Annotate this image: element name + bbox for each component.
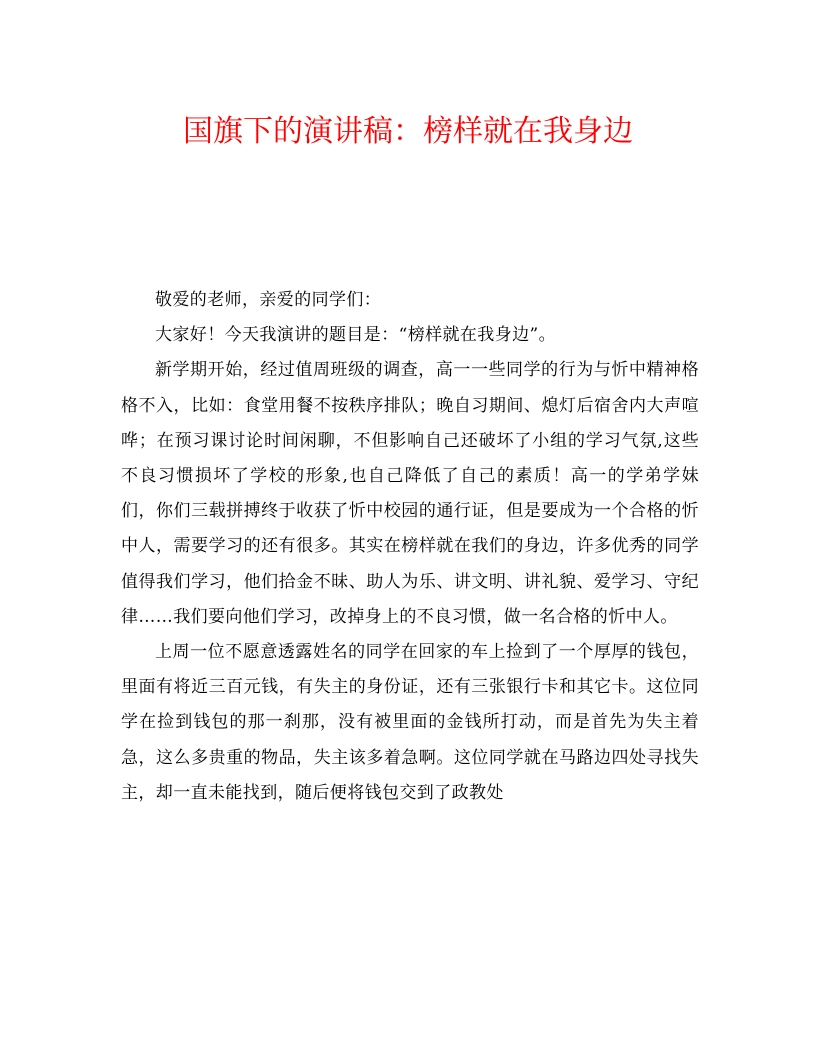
document-body [121, 283, 699, 811]
greeting: 大家好！今天我演讲的题目是：“榜样就在我身边”。 [155, 325, 556, 346]
body-paragraph: 新学期开始，经过值周班级的调查，高一一些同学的行为与忻中精神格格不入，比如：食堂用餐不按秩序排队；晚自习期间、熄灯后宿舍内大声喧哗；在预习课讨论时间闲聊，不但影响自己还破坏了小组的学习气氛,这些不良习惯损坏了学校的形象,也自己降低了自己的素质！高一的学弟学妹们，你们三载拼搏终于收获了忻中校园的通行证，但是要成为一个合格的忻中人，需要学习的还有很多。其实在榜样就在我们的身边，许多优秀的同学值得我们学习，他们拾金不昧、助人为乐、讲文明、讲礼貌、爱学习、守纪律……我们要向他们学习，改掉身上的不良习惯，做一名合格的忻中人。 [121, 360, 699, 627]
salutation: 敬爱的老师，亲爱的同学们： [155, 290, 382, 310]
body-paragraph: 上周一位不愿意透露姓名的同学在回家的车上捡到了一个厚厚的钱包，里面有将近三百元钱，有失主的身份证，还有三张银行卡和其它卡。这位同学在捡到钱包的那一刹那，没有被里面的金钱所打动，而是首先为失主着急，这么多贵重的物品，失主该多着急啊。这位同学就在马路边四处寻找失主，却一直未能找到，随后便将钱包交到了政教处 [121, 642, 699, 803]
page-title: 国旗下的演讲稿：榜样就在我身边 [183, 114, 633, 149]
